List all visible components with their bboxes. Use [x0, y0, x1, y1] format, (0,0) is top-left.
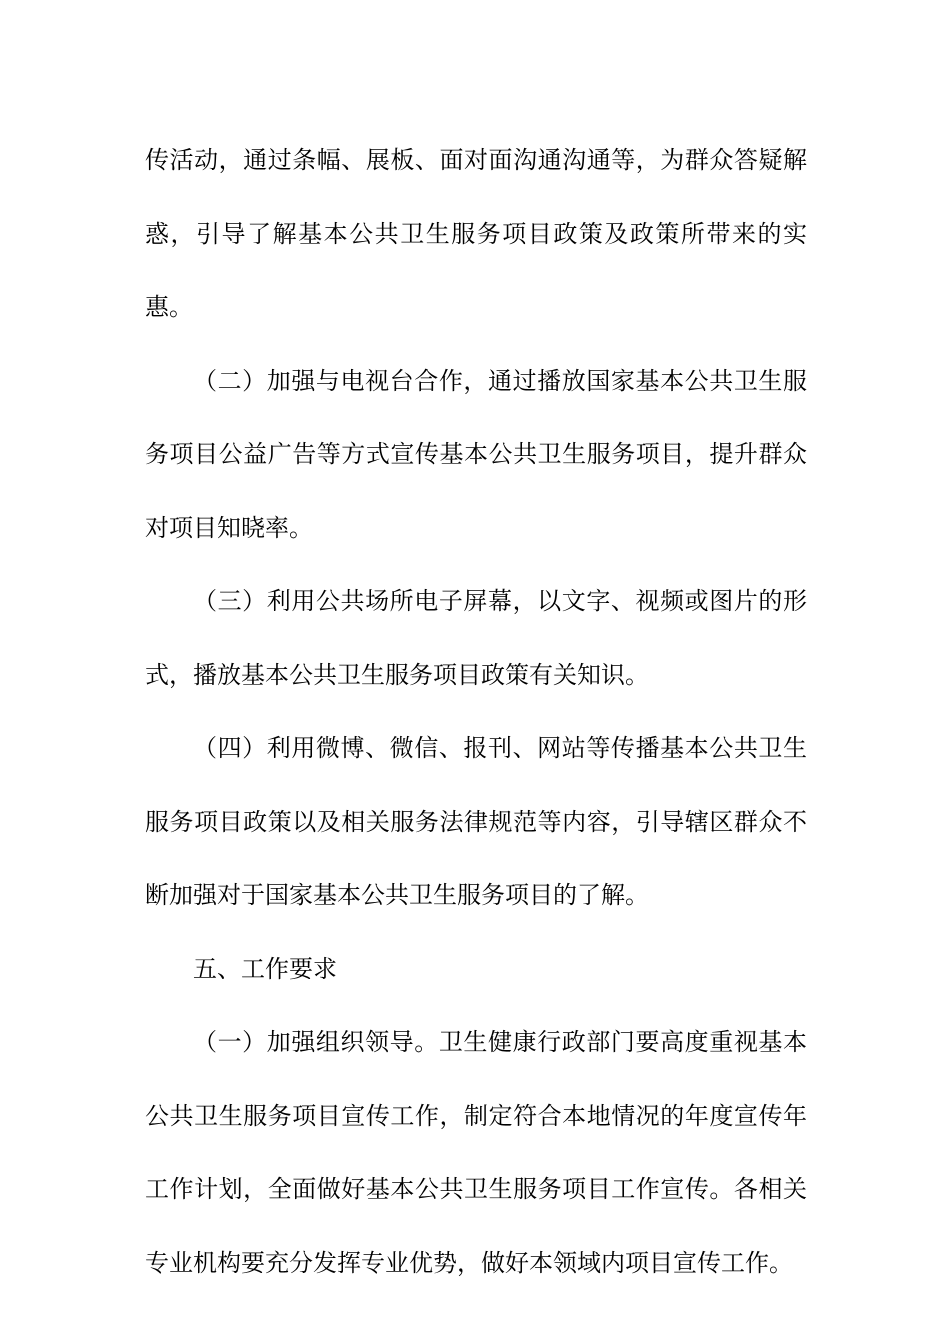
paragraph-continuation: 传活动，通过条幅、展板、面对面沟通沟通等，为群众答疑解惑，引导了解基本公共卫生服务项目政策及政策所带来的实惠。 — [145, 146, 807, 321]
paragraph-requirement-1: （一）加强组织领导。卫生健康行政部门要高度重视基本公共卫生服务项目宣传工作，制定符合本地情况的年度宣传年工作计划，全面做好基本公共卫生服务项目工作宣传。各相关专业机构要充分发挥专业优势，做好本领域内项目宣传工作。 — [145, 1028, 807, 1277]
section-heading-work-requirements: 五、工作要求 — [193, 954, 337, 983]
paragraph-item-4: （四）利用微博、微信、报刊、网站等传播基本公共卫生服务项目政策以及相关服务法律规范等内容，引导辖区群众不断加强对于国家基本公共卫生服务项目的了解。 — [145, 734, 807, 909]
paragraph-item-2: （二）加强与电视台合作，通过播放国家基本公共卫生服务项目公益广告等方式宣传基本公共卫生服务项目，提升群众对项目知晓率。 — [145, 366, 807, 542]
document-body — [145, 124, 807, 1300]
paragraph-item-3: （三）利用公共场所电子屏幕，以文字、视频或图片的形式，播放基本公共卫生服务项目政策有关知识。 — [145, 587, 807, 689]
